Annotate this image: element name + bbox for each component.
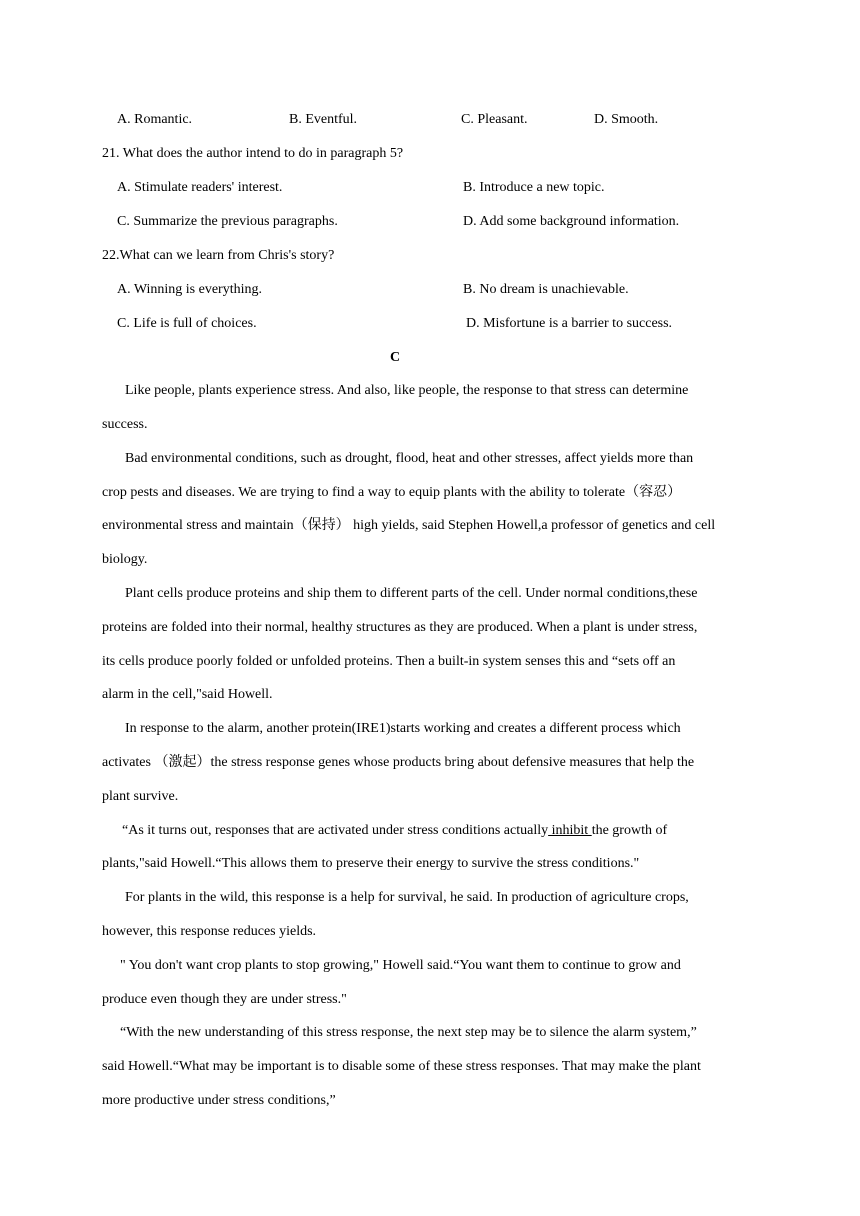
q20-option-b: B. Eventful. (289, 112, 358, 127)
q22-option-d: D. Misfortune is a barrier to success. (466, 316, 673, 331)
q20-option-a: A. Romantic. (117, 112, 193, 127)
q20-option-c: C. Pleasant. (461, 112, 528, 127)
q21-option-d: D. Add some background information. (463, 214, 680, 229)
q22-option-a: A. Winning is everything. (117, 282, 262, 297)
q21-option-a: A. Stimulate readers' interest. (117, 180, 283, 195)
q21-option-b: B. Introduce a new topic. (463, 180, 605, 195)
section-c-heading: C (389, 350, 401, 365)
q21-stem: 21. What does the author intend to do in paragraph 5? (102, 146, 404, 161)
q22-option-b: B. No dream is unachievable. (463, 282, 629, 297)
underlined-word-inhibit: inhibit (548, 823, 592, 838)
q20-option-d: D. Smooth. (594, 112, 659, 127)
q22-stem: 22.What can we learn from Chris's story? (102, 248, 335, 263)
q21-option-c: C. Summarize the previous paragraphs. (117, 214, 338, 229)
q22-option-c: C. Life is full of choices. (117, 316, 257, 331)
